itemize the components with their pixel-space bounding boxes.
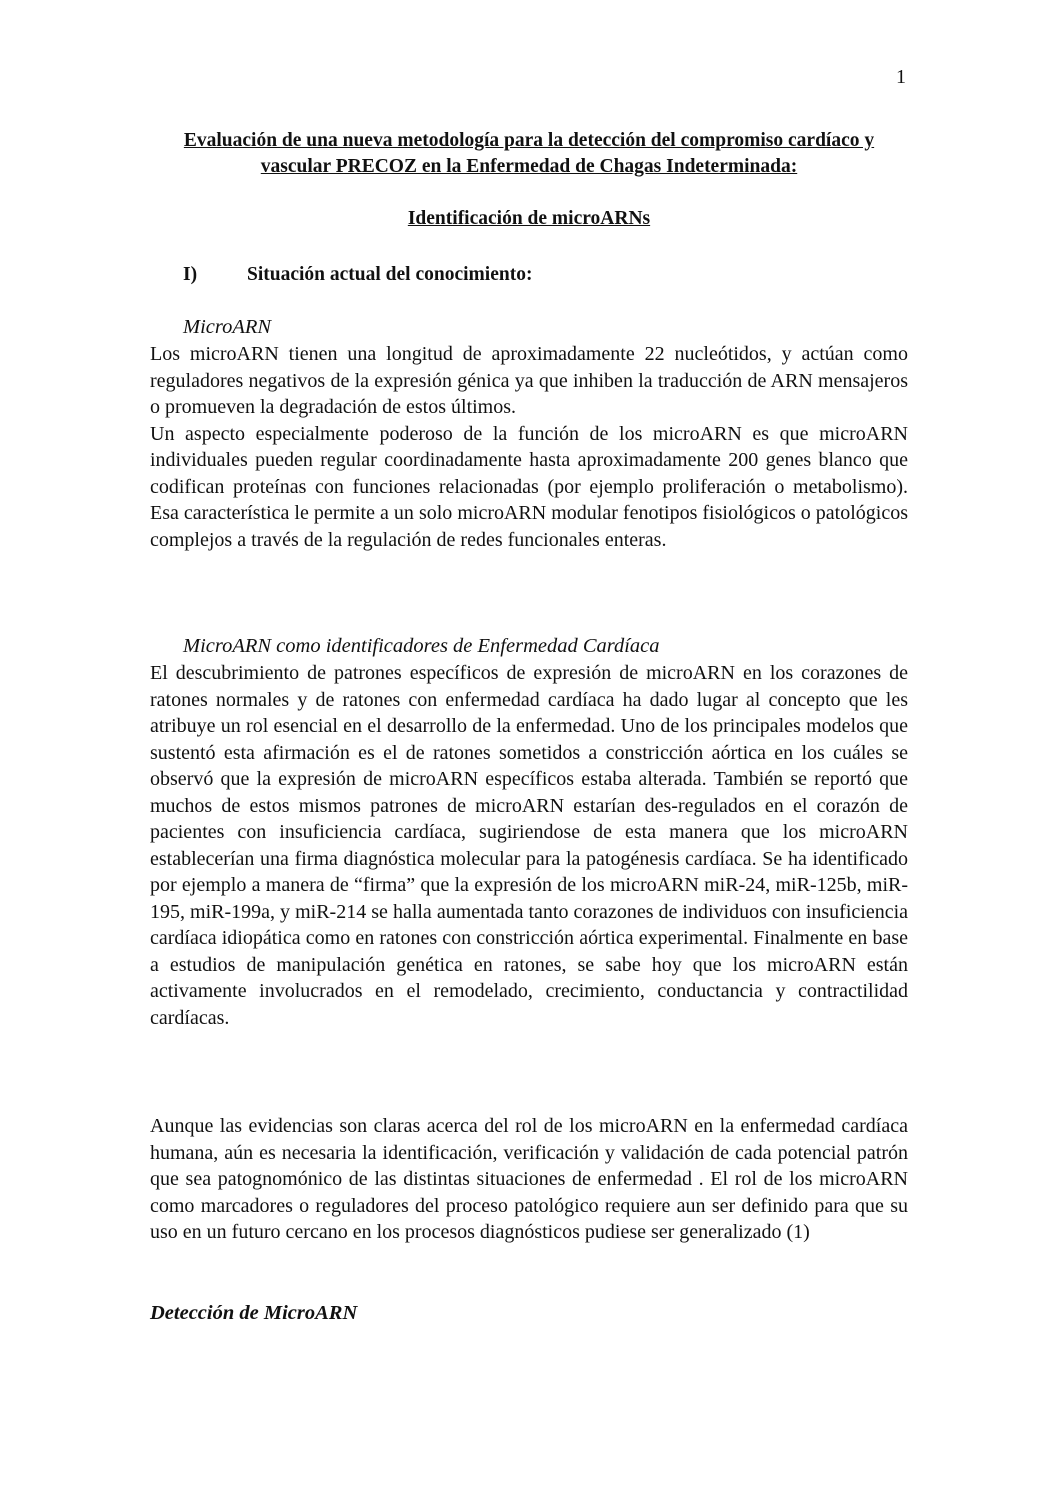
- section-number: I): [183, 264, 198, 285]
- heading-microarn: MicroARN: [183, 316, 272, 338]
- section-heading: [183, 262, 532, 288]
- paragraph-block-1: [150, 341, 908, 553]
- paragraph-cardiac-patterns: El descubrimiento de patrones específicos de expresión de microARN en los corazones de ratones normales y de ratones con enfermedad cardíaca ha dado lugar al concepto que les atribuye un rol esencial en el desarrollo de la enfermedad. Uno de los principales modelos que sustentó esta afirmación es el de ratones sometidos a constricción aórtica en los cuáles se observó que la expresión de microARN específicos estaba alterada. También se reportó que muchos de estos mismos patrones de microARN estarían des-regulados en el corazón de pacientes con insuficiencia cardíaca, sugiriendose de esta manera que los microARN establecerían una firma diagnóstica molecular para la patogénesis cardíaca. Se ha identificado por ejemplo a manera de “firma” que la expresión de los microARN miR-24, miR-125b, miR-195, miR-199a, y miR-214 se halla aumentada tanto corazones de individuos con insuficiencia cardíaca idiopática como en ratones con constricción aórtica experimental. Finalmente en base a estudios de manipulación genética en ratones, se sabe hoy que los microARN están activamente involucrados en el remodelado, crecimiento, conductancia y contractilidad cardíacas.: [150, 662, 908, 1029]
- page-number: 1: [896, 66, 906, 88]
- paragraph-microarn-definition: Los microARN tienen una longitud de aproximadamente 22 nucleótidos, y actúan como reguladores negativos de la expresión génica ya que inhiben la traducción de ARN mensajeros o promueven la degradación de estos últimos.: [150, 343, 908, 418]
- heading-identificadores: MicroARN como identificadores de Enfermedad Cardíaca: [183, 635, 660, 657]
- paragraph-microarn-function: Un aspecto especialmente poderoso de la función de los microARN es que microARN individuales pueden regular coordinadamente hasta aproximadamente 200 genes blanco que codifican proteínas con funciones relacionadas (por ejemplo proliferación o metabolismo). Esa característica le permite a un solo microARN modular fenotipos fisiológicos o patológicos complejos a través de la regulación de redes funcionales enteras.: [150, 422, 908, 551]
- paragraph-identificadores: [150, 660, 908, 1031]
- section-label: Situación actual del conocimiento:: [247, 264, 533, 285]
- heading-deteccion: Detección de MicroARN: [150, 1302, 358, 1324]
- paragraph-evidencias: [150, 1113, 908, 1246]
- document-title: Evaluación de una nueva metodología para la detección del compromiso cardíaco y vascular PRECOZ en la Enfermedad de Chagas Indeterminada:: [183, 130, 875, 177]
- paragraph-evidence-summary: Aunque las evidencias son claras acerca del rol de los microARN en la enfermedad cardíaca humana, aún es necesaria la identificación, verificación y validación de cada potencial patrón que sea patognomónico de las distintas situaciones de enfermedad . El rol de los microARN como marcadores o reguladores del proceso patológico requiere aun ser definido para que su uso en un futuro cercano en los procesos diagnósticos pudiese ser generalizado (1): [150, 1115, 908, 1243]
- document-subtitle: Identificación de microARNs: [407, 208, 651, 229]
